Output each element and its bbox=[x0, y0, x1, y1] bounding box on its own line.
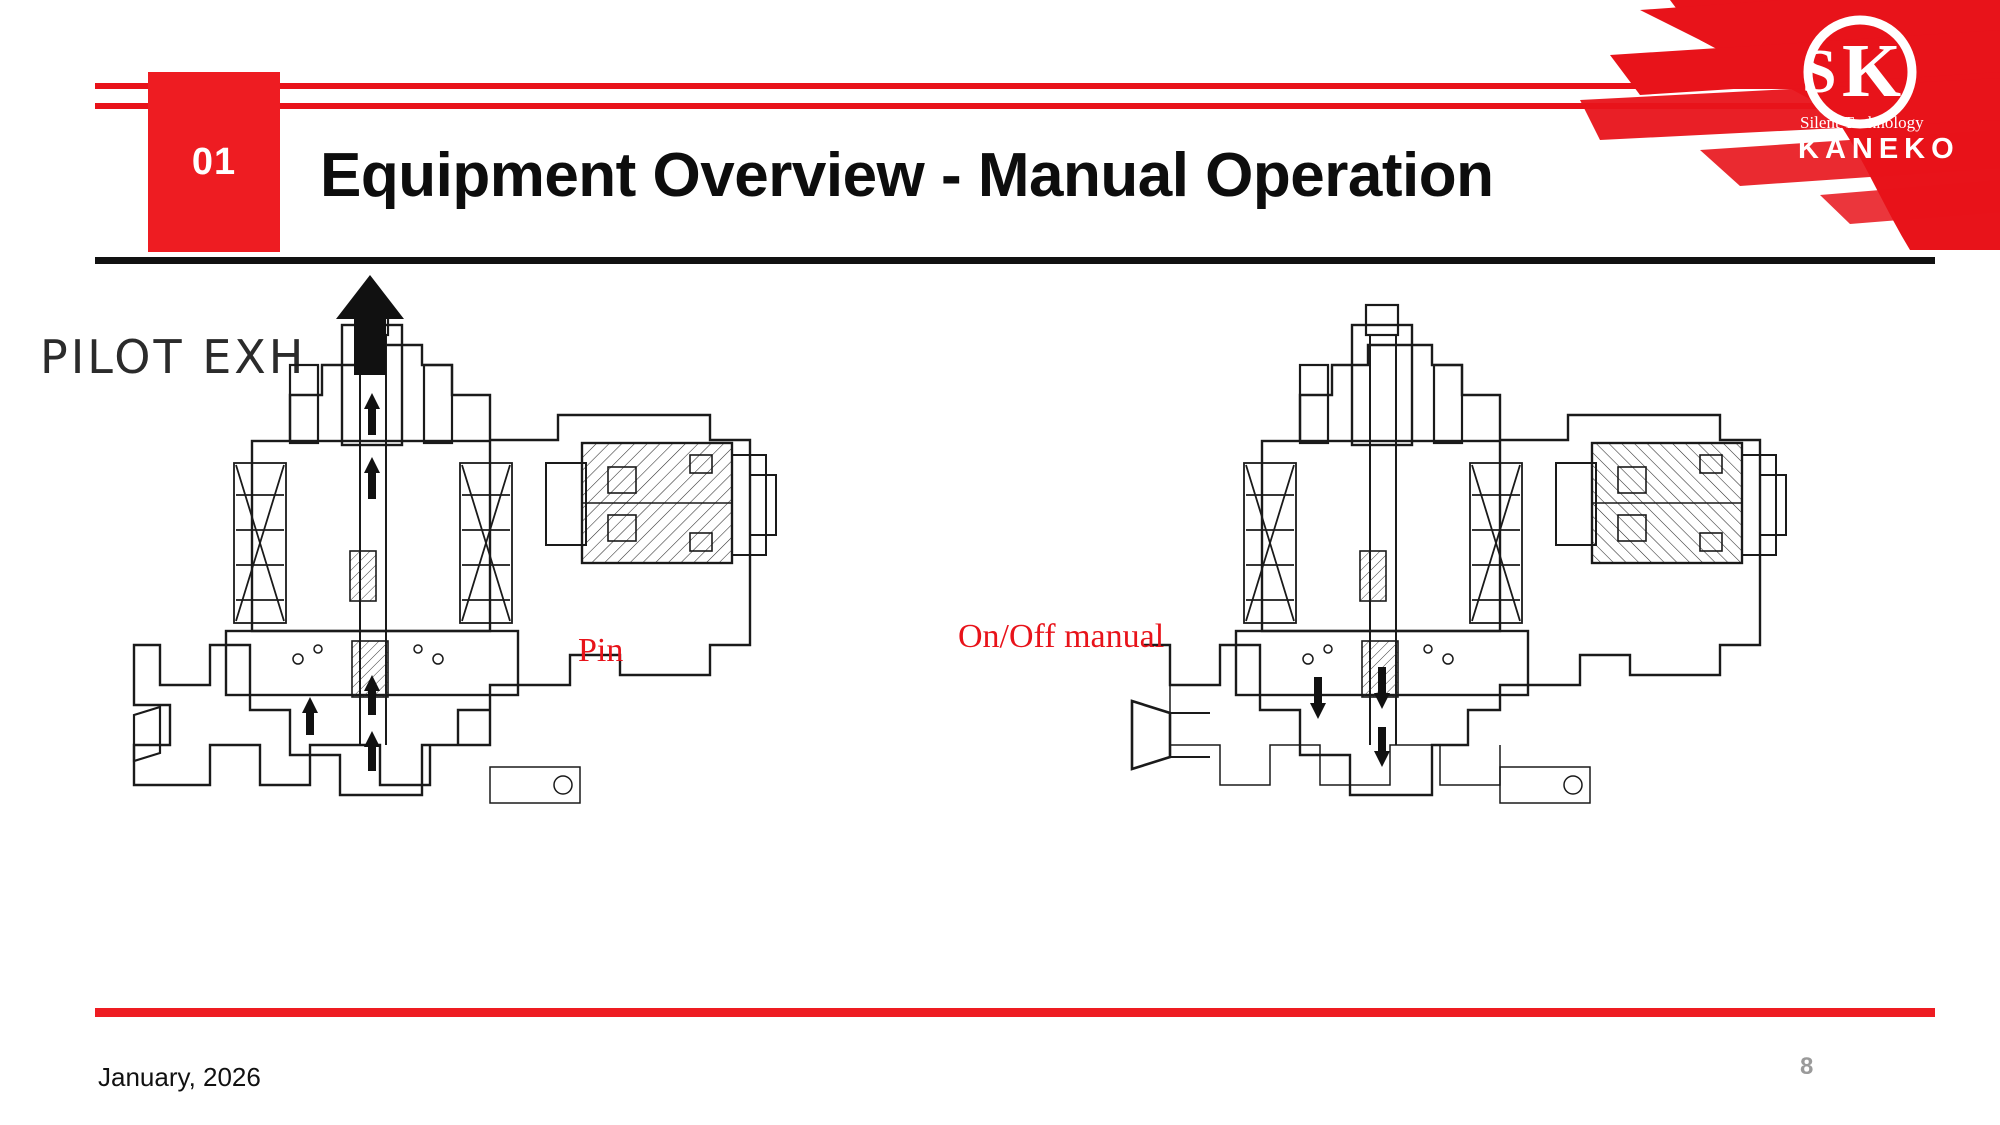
page-number: 8 bbox=[1800, 1053, 1814, 1080]
logo-tagline: Silent Technology bbox=[1800, 113, 1924, 132]
logo-brand: KANEKO bbox=[1798, 133, 1960, 165]
svg-text:S: S bbox=[1802, 38, 1837, 106]
valve-cross-section-right bbox=[1132, 305, 1786, 803]
footer-date: January, 2026 bbox=[98, 1062, 261, 1092]
slide-body bbox=[0, 275, 2000, 1015]
footer-divider bbox=[95, 1008, 1935, 1017]
pilot-exhaust-label: PILOT EXH bbox=[40, 330, 307, 384]
slide-header bbox=[0, 0, 2000, 275]
section-number-badge: 01 bbox=[148, 72, 280, 252]
header-divider-bottom bbox=[95, 257, 1935, 264]
svg-text:K: K bbox=[1842, 29, 1902, 113]
page-title: Equipment Overview - Manual Operation bbox=[320, 141, 1494, 210]
valve-cross-section-left bbox=[134, 305, 776, 803]
company-logo bbox=[1580, 0, 2000, 250]
annotation-label-pin: Pin bbox=[578, 632, 624, 669]
annotation-label-on-off-manual: On/Off manual bbox=[958, 618, 1165, 655]
